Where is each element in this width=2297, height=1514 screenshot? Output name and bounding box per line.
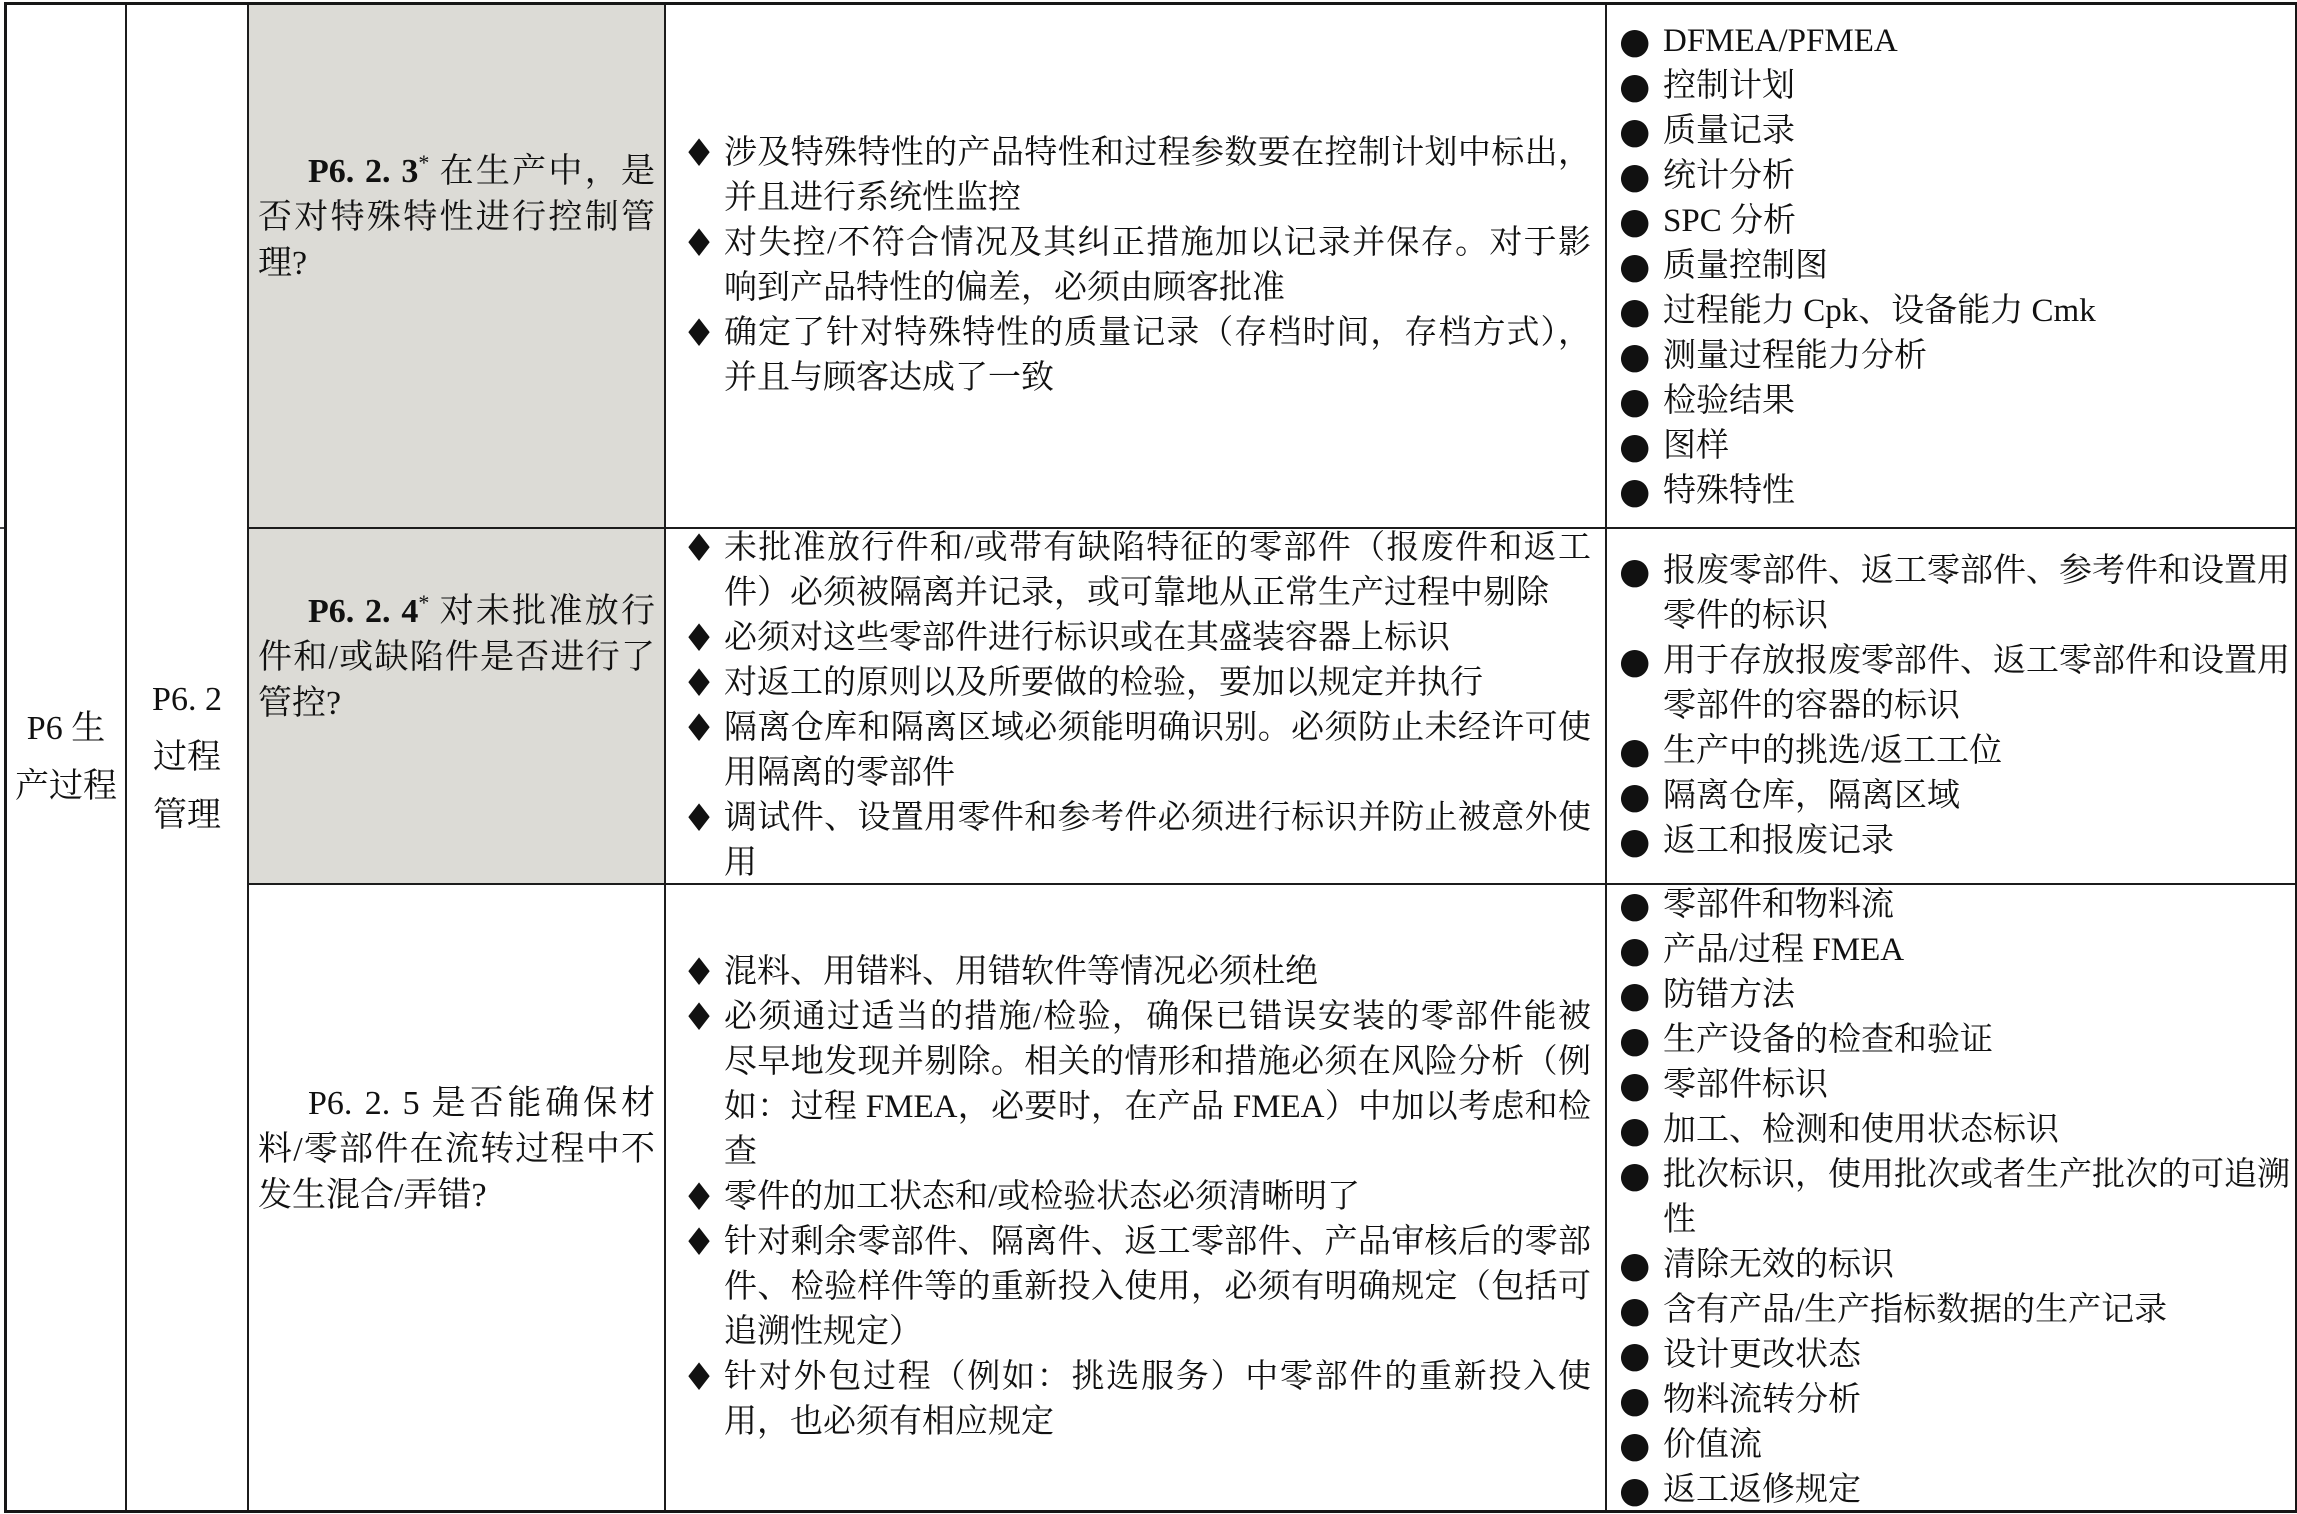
evidence-item bbox=[1619, 469, 2291, 514]
circle-bullet-icon: ● bbox=[1619, 1424, 1651, 1466]
evidence-item bbox=[1619, 64, 2291, 109]
evidence-list bbox=[1607, 19, 2295, 514]
requirement-item bbox=[680, 616, 1591, 661]
requirement-item bbox=[680, 1220, 1591, 1355]
question-body: 是否能确保材料/零部件在流转过程中不发生混合/弄错? bbox=[258, 1084, 655, 1214]
evidence-text: 零部件和物料流 bbox=[1663, 886, 1894, 923]
evidence-text: 加工、检测和使用状态标识 bbox=[1663, 1111, 2059, 1148]
process-group-label: P6 生产过程 bbox=[15, 709, 117, 805]
requirements-list bbox=[666, 950, 1605, 1445]
circle-bullet-icon: ● bbox=[1619, 245, 1651, 287]
diamond-bullet-icon: ♦ bbox=[682, 995, 717, 1039]
question-cell-p624 bbox=[247, 529, 664, 885]
requirement-text: 调试件、设置用零件和参考件必须进行标识并防止被意外使用 bbox=[724, 800, 1591, 881]
circle-bullet-icon: ● bbox=[1619, 885, 1651, 926]
requirement-text: 必须对这些零部件进行标识或在其盛装容器上标识 bbox=[724, 620, 1450, 656]
evidence-item bbox=[1619, 289, 2291, 334]
diamond-bullet-icon: ♦ bbox=[682, 796, 717, 840]
circle-bullet-icon: ● bbox=[1619, 290, 1651, 332]
requirement-item bbox=[680, 661, 1591, 706]
circle-bullet-icon: ● bbox=[1619, 1289, 1651, 1331]
evidence-text: 价值流 bbox=[1663, 1426, 1762, 1463]
circle-bullet-icon: ● bbox=[1619, 820, 1651, 862]
requirement-item bbox=[680, 706, 1591, 796]
question-cell-p623 bbox=[247, 5, 664, 529]
question-text bbox=[249, 589, 664, 727]
circle-bullet-icon: ● bbox=[1619, 1109, 1651, 1151]
requirement-item bbox=[680, 1355, 1591, 1445]
evidence-item bbox=[1619, 19, 2291, 64]
question-star-mark: * bbox=[418, 149, 430, 175]
evidence-item bbox=[1619, 1063, 2291, 1108]
evidence-cell-p625 bbox=[1605, 885, 2295, 1510]
requirement-item bbox=[680, 131, 1591, 221]
circle-bullet-icon: ● bbox=[1619, 730, 1651, 772]
evidence-text: 生产设备的检查和验证 bbox=[1663, 1021, 1993, 1058]
diamond-bullet-icon: ♦ bbox=[682, 1220, 717, 1264]
diamond-bullet-icon: ♦ bbox=[682, 221, 717, 265]
requirement-text: 必须通过适当的措施/检验，确保已错误安装的零部件能被尽早地发现并剔除。相关的情形和措施必须在风险分析（例如：过程 FMEA，必要时，在产品 FMEA）中加以考虑和检查 bbox=[724, 999, 1591, 1170]
circle-bullet-icon: ● bbox=[1619, 929, 1651, 971]
evidence-text: 含有产品/生产指标数据的生产记录 bbox=[1663, 1291, 2168, 1328]
evidence-text: 设计更改状态 bbox=[1663, 1336, 1861, 1373]
evidence-item bbox=[1619, 1378, 2291, 1423]
circle-bullet-icon: ● bbox=[1619, 550, 1651, 592]
evidence-text: 清除无效的标识 bbox=[1663, 1246, 1894, 1283]
requirements-list bbox=[666, 529, 1605, 885]
requirement-item bbox=[680, 1175, 1591, 1220]
requirement-text: 确定了针对特殊特性的质量记录（存档时间，存档方式），并且与顾客达成了一致 bbox=[724, 315, 1591, 396]
requirement-item bbox=[680, 221, 1591, 311]
evidence-text: 报废零部件、返工零部件、参考件和设置用零件的标识 bbox=[1663, 552, 2290, 634]
evidence-item bbox=[1619, 885, 2291, 928]
evidence-text: 物料流转分析 bbox=[1663, 1381, 1861, 1418]
circle-bullet-icon: ● bbox=[1619, 1379, 1651, 1421]
evidence-text: SPC 分析 bbox=[1663, 202, 1796, 239]
evidence-item bbox=[1619, 1423, 2291, 1468]
evidence-item bbox=[1619, 1153, 2291, 1243]
evidence-text: 批次标识，使用批次或者生产批次的可追溯性 bbox=[1663, 1156, 2290, 1238]
evidence-text: 检验结果 bbox=[1663, 382, 1795, 419]
evidence-text: 质量记录 bbox=[1663, 112, 1795, 149]
subprocess-label: P6. 2 过程管理 bbox=[152, 680, 222, 834]
circle-bullet-icon: ● bbox=[1619, 640, 1651, 682]
evidence-item bbox=[1619, 639, 2291, 729]
evidence-item bbox=[1619, 1288, 2291, 1333]
circle-bullet-icon: ● bbox=[1619, 1064, 1651, 1106]
evidence-item bbox=[1619, 1243, 2291, 1288]
diamond-bullet-icon: ♦ bbox=[682, 311, 717, 355]
circle-bullet-icon: ● bbox=[1619, 425, 1651, 467]
circle-bullet-icon: ● bbox=[1619, 775, 1651, 817]
circle-bullet-icon: ● bbox=[1619, 380, 1651, 422]
evidence-item bbox=[1619, 928, 2291, 973]
evidence-item bbox=[1619, 774, 2291, 819]
evidence-text: 返工返修规定 bbox=[1663, 1471, 1861, 1508]
subprocess-cell bbox=[125, 5, 247, 1510]
evidence-text: 用于存放报废零部件、返工零部件和设置用零部件的容器的标识 bbox=[1663, 642, 2290, 724]
evidence-item bbox=[1619, 154, 2291, 199]
diamond-bullet-icon: ♦ bbox=[682, 529, 717, 570]
process-group-cell bbox=[7, 5, 125, 1510]
evidence-text: 统计分析 bbox=[1663, 157, 1795, 194]
question-text bbox=[249, 1081, 664, 1219]
circle-bullet-icon: ● bbox=[1619, 1469, 1651, 1510]
evidence-item bbox=[1619, 973, 2291, 1018]
evidence-cell-p623 bbox=[1605, 5, 2295, 529]
requirement-text: 对返工的原则以及所要做的检验，要加以规定并执行 bbox=[724, 665, 1483, 701]
evidence-cell-p624 bbox=[1605, 529, 2295, 885]
requirement-item bbox=[680, 529, 1591, 616]
circle-bullet-icon: ● bbox=[1619, 335, 1651, 377]
evidence-text: DFMEA/PFMEA bbox=[1663, 22, 1898, 59]
requirement-text: 零件的加工状态和/或检验状态必须清晰明了 bbox=[724, 1179, 1361, 1215]
circle-bullet-icon: ● bbox=[1619, 200, 1651, 242]
question-id: P6. 2. 3 bbox=[308, 153, 419, 190]
diamond-bullet-icon: ♦ bbox=[682, 706, 717, 750]
evidence-item bbox=[1619, 1018, 2291, 1063]
evidence-item bbox=[1619, 729, 2291, 774]
evidence-item bbox=[1619, 549, 2291, 639]
evidence-text: 质量控制图 bbox=[1663, 247, 1828, 284]
question-star-mark: * bbox=[418, 589, 430, 615]
requirement-text: 隔离仓库和隔离区域必须能明确识别。必须防止未经许可使用隔离的零部件 bbox=[724, 710, 1591, 791]
evidence-item bbox=[1619, 819, 2291, 864]
circle-bullet-icon: ● bbox=[1619, 65, 1651, 107]
diamond-bullet-icon: ♦ bbox=[682, 950, 717, 994]
evidence-item bbox=[1619, 1468, 2291, 1511]
circle-bullet-icon: ● bbox=[1619, 20, 1651, 62]
evidence-text: 测量过程能力分析 bbox=[1663, 337, 1927, 374]
evidence-text: 图样 bbox=[1663, 427, 1729, 464]
circle-bullet-icon: ● bbox=[1619, 110, 1651, 152]
requirement-item bbox=[680, 950, 1591, 995]
requirements-cell-p623 bbox=[664, 5, 1605, 529]
evidence-text: 产品/过程 FMEA bbox=[1663, 931, 1905, 968]
evidence-item bbox=[1619, 379, 2291, 424]
requirement-text: 涉及特殊特性的产品特性和过程参数要在控制计划中标出，并且进行系统性监控 bbox=[724, 135, 1591, 216]
evidence-item bbox=[1619, 109, 2291, 154]
question-body: 对未批准放行件和/或缺陷件是否进行了管控? bbox=[258, 593, 655, 722]
circle-bullet-icon: ● bbox=[1619, 470, 1651, 512]
evidence-item bbox=[1619, 1108, 2291, 1153]
requirement-item bbox=[680, 796, 1591, 885]
circle-bullet-icon: ● bbox=[1619, 1154, 1651, 1196]
circle-bullet-icon: ● bbox=[1619, 1334, 1651, 1376]
requirement-text: 混料、用错料、用错软件等情况必须杜绝 bbox=[724, 954, 1318, 990]
requirements-cell-p625 bbox=[664, 885, 1605, 1510]
evidence-item bbox=[1619, 1333, 2291, 1378]
question-body: 在生产中，是否对特殊特性进行控制管理? bbox=[258, 153, 655, 282]
requirement-text: 针对外包过程（例如：挑选服务）中零部件的重新投入使用，也必须有相应规定 bbox=[724, 1359, 1591, 1440]
process-audit-table bbox=[4, 2, 2297, 1513]
question-text bbox=[249, 149, 664, 287]
requirement-item bbox=[680, 311, 1591, 401]
diamond-bullet-icon: ♦ bbox=[682, 616, 717, 660]
evidence-text: 返工和报废记录 bbox=[1663, 822, 1894, 859]
evidence-list bbox=[1607, 549, 2295, 864]
requirement-text: 未批准放行件和/或带有缺陷特征的零部件（报废件和返工件）必须被隔离并记录，或可靠地从正常生产过程中剔除 bbox=[724, 530, 1591, 611]
circle-bullet-icon: ● bbox=[1619, 1244, 1651, 1286]
evidence-text: 隔离仓库，隔离区域 bbox=[1663, 777, 1960, 814]
requirements-cell-p624 bbox=[664, 529, 1605, 885]
diamond-bullet-icon: ♦ bbox=[682, 1175, 717, 1219]
requirements-list bbox=[666, 131, 1605, 401]
evidence-text: 防错方法 bbox=[1663, 976, 1795, 1013]
question-cell-p625 bbox=[247, 885, 664, 1510]
question-id: P6. 2. 4 bbox=[308, 593, 419, 630]
circle-bullet-icon: ● bbox=[1619, 974, 1651, 1016]
evidence-item bbox=[1619, 199, 2291, 244]
evidence-text: 特殊特性 bbox=[1663, 472, 1795, 509]
evidence-text: 控制计划 bbox=[1663, 67, 1795, 104]
diamond-bullet-icon: ♦ bbox=[682, 131, 717, 175]
evidence-item bbox=[1619, 334, 2291, 379]
requirement-text: 针对剩余零部件、隔离件、返工零部件、产品审核后的零部件、检验样件等的重新投入使用，必须有明确规定（包括可追溯性规定） bbox=[724, 1224, 1591, 1350]
evidence-text: 生产中的挑选/返工工位 bbox=[1663, 732, 2003, 769]
diamond-bullet-icon: ♦ bbox=[682, 1355, 717, 1399]
evidence-text: 过程能力 Cpk、设备能力 Cmk bbox=[1663, 292, 2096, 329]
requirement-item bbox=[680, 995, 1591, 1175]
evidence-text: 零部件标识 bbox=[1663, 1066, 1828, 1103]
requirement-text: 对失控/不符合情况及其纠正措施加以记录并保存。对于影响到产品特性的偏差，必须由顾客批准 bbox=[724, 225, 1591, 306]
evidence-list bbox=[1607, 885, 2295, 1510]
evidence-item bbox=[1619, 244, 2291, 289]
evidence-item bbox=[1619, 424, 2291, 469]
diamond-bullet-icon: ♦ bbox=[682, 661, 717, 705]
circle-bullet-icon: ● bbox=[1619, 1019, 1651, 1061]
circle-bullet-icon: ● bbox=[1619, 155, 1651, 197]
question-id: P6. 2. 5 bbox=[308, 1084, 420, 1122]
